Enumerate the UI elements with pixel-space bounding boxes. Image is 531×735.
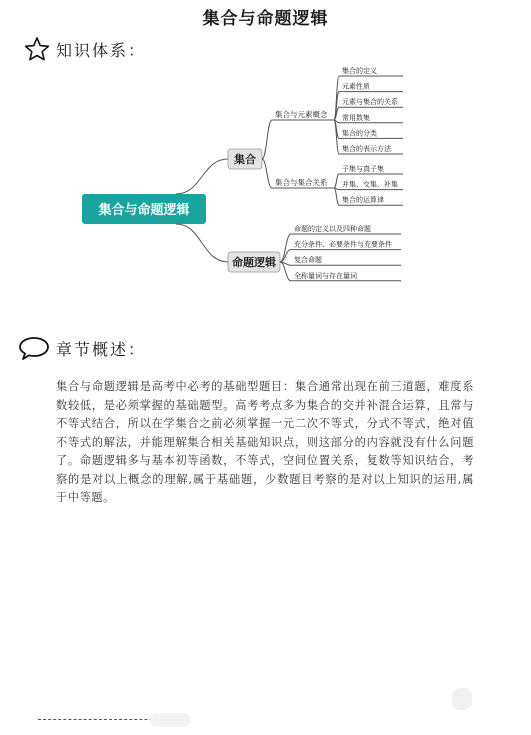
knowledge-heading-label: 知识体系：: [56, 40, 147, 60]
leaf-label: 充分条件、必要条件与充要条件: [294, 240, 392, 249]
star-icon: [24, 36, 50, 62]
leaf-label: 命题的定义以及四种命题: [294, 225, 371, 233]
footer-smudge: [150, 713, 190, 727]
speech-bubble-icon: [18, 336, 50, 360]
group-connector: [262, 120, 272, 159]
leaf-label: 全称量词与存在量词: [294, 271, 357, 280]
overview-heading-label: 章节概述：: [56, 339, 147, 359]
leaf-label: 常用数集: [342, 113, 370, 122]
leaf-label: 元素性质: [342, 82, 370, 91]
leaf-label: 复合命题: [294, 256, 322, 265]
footer-smudge-right: [452, 688, 472, 710]
leaf-connector: [280, 234, 291, 262]
branch-node-logic-label: 命题逻辑: [232, 256, 276, 269]
branch-connector-logic: [176, 224, 228, 262]
group-label: 集合与元素概念: [275, 110, 328, 119]
leaf-label: 集合的定义: [342, 67, 377, 75]
page-title: 集合与命题逻辑: [202, 9, 329, 29]
leaf-label: 集合的表示方法: [342, 145, 391, 153]
group-label: 集合与集合关系: [275, 178, 328, 187]
leaf-label: 并集、交集、补集: [342, 180, 398, 189]
leaf-label: 集合的分类: [342, 129, 377, 138]
leaf-label: 子集与真子集: [342, 165, 384, 173]
branch-connector-set: [176, 159, 228, 194]
overview-paragraph: 集合与命题逻辑是高考中必考的基础型题目：集合通常出现在前三道题，难度系数较低，是必须掌握的基础题型。高考考点多为集合的交并补混合运算，且常与不等式结合，所以在学集合之前必须掌握一元二次不等式，分式不等式，绝对值不等式的解法，并能理解集合相关基础知识点，则这部分的内容就没有什么问题了。命题逻辑多与基本初等函数，不等式，空间位置关系，复数等知识结合，考察的是对以上概念的理解,属于基础题，少数题目考察的是对以上知识的运用,属于中等题。: [56, 380, 474, 504]
branch-node-set-label: 集合: [234, 153, 256, 166]
root-node-label: 集合与命题逻辑: [98, 203, 190, 218]
leaf-label: 元素与集合的关系: [342, 98, 398, 107]
overview-heading: [18, 336, 146, 360]
group-connector: [262, 159, 272, 188]
leaf-label: 集合的运算律: [342, 196, 384, 205]
mind-map: [0, 60, 531, 300]
leaf-connector: [334, 174, 339, 188]
knowledge-heading: [24, 36, 146, 62]
leaf-connector: [334, 188, 339, 205]
